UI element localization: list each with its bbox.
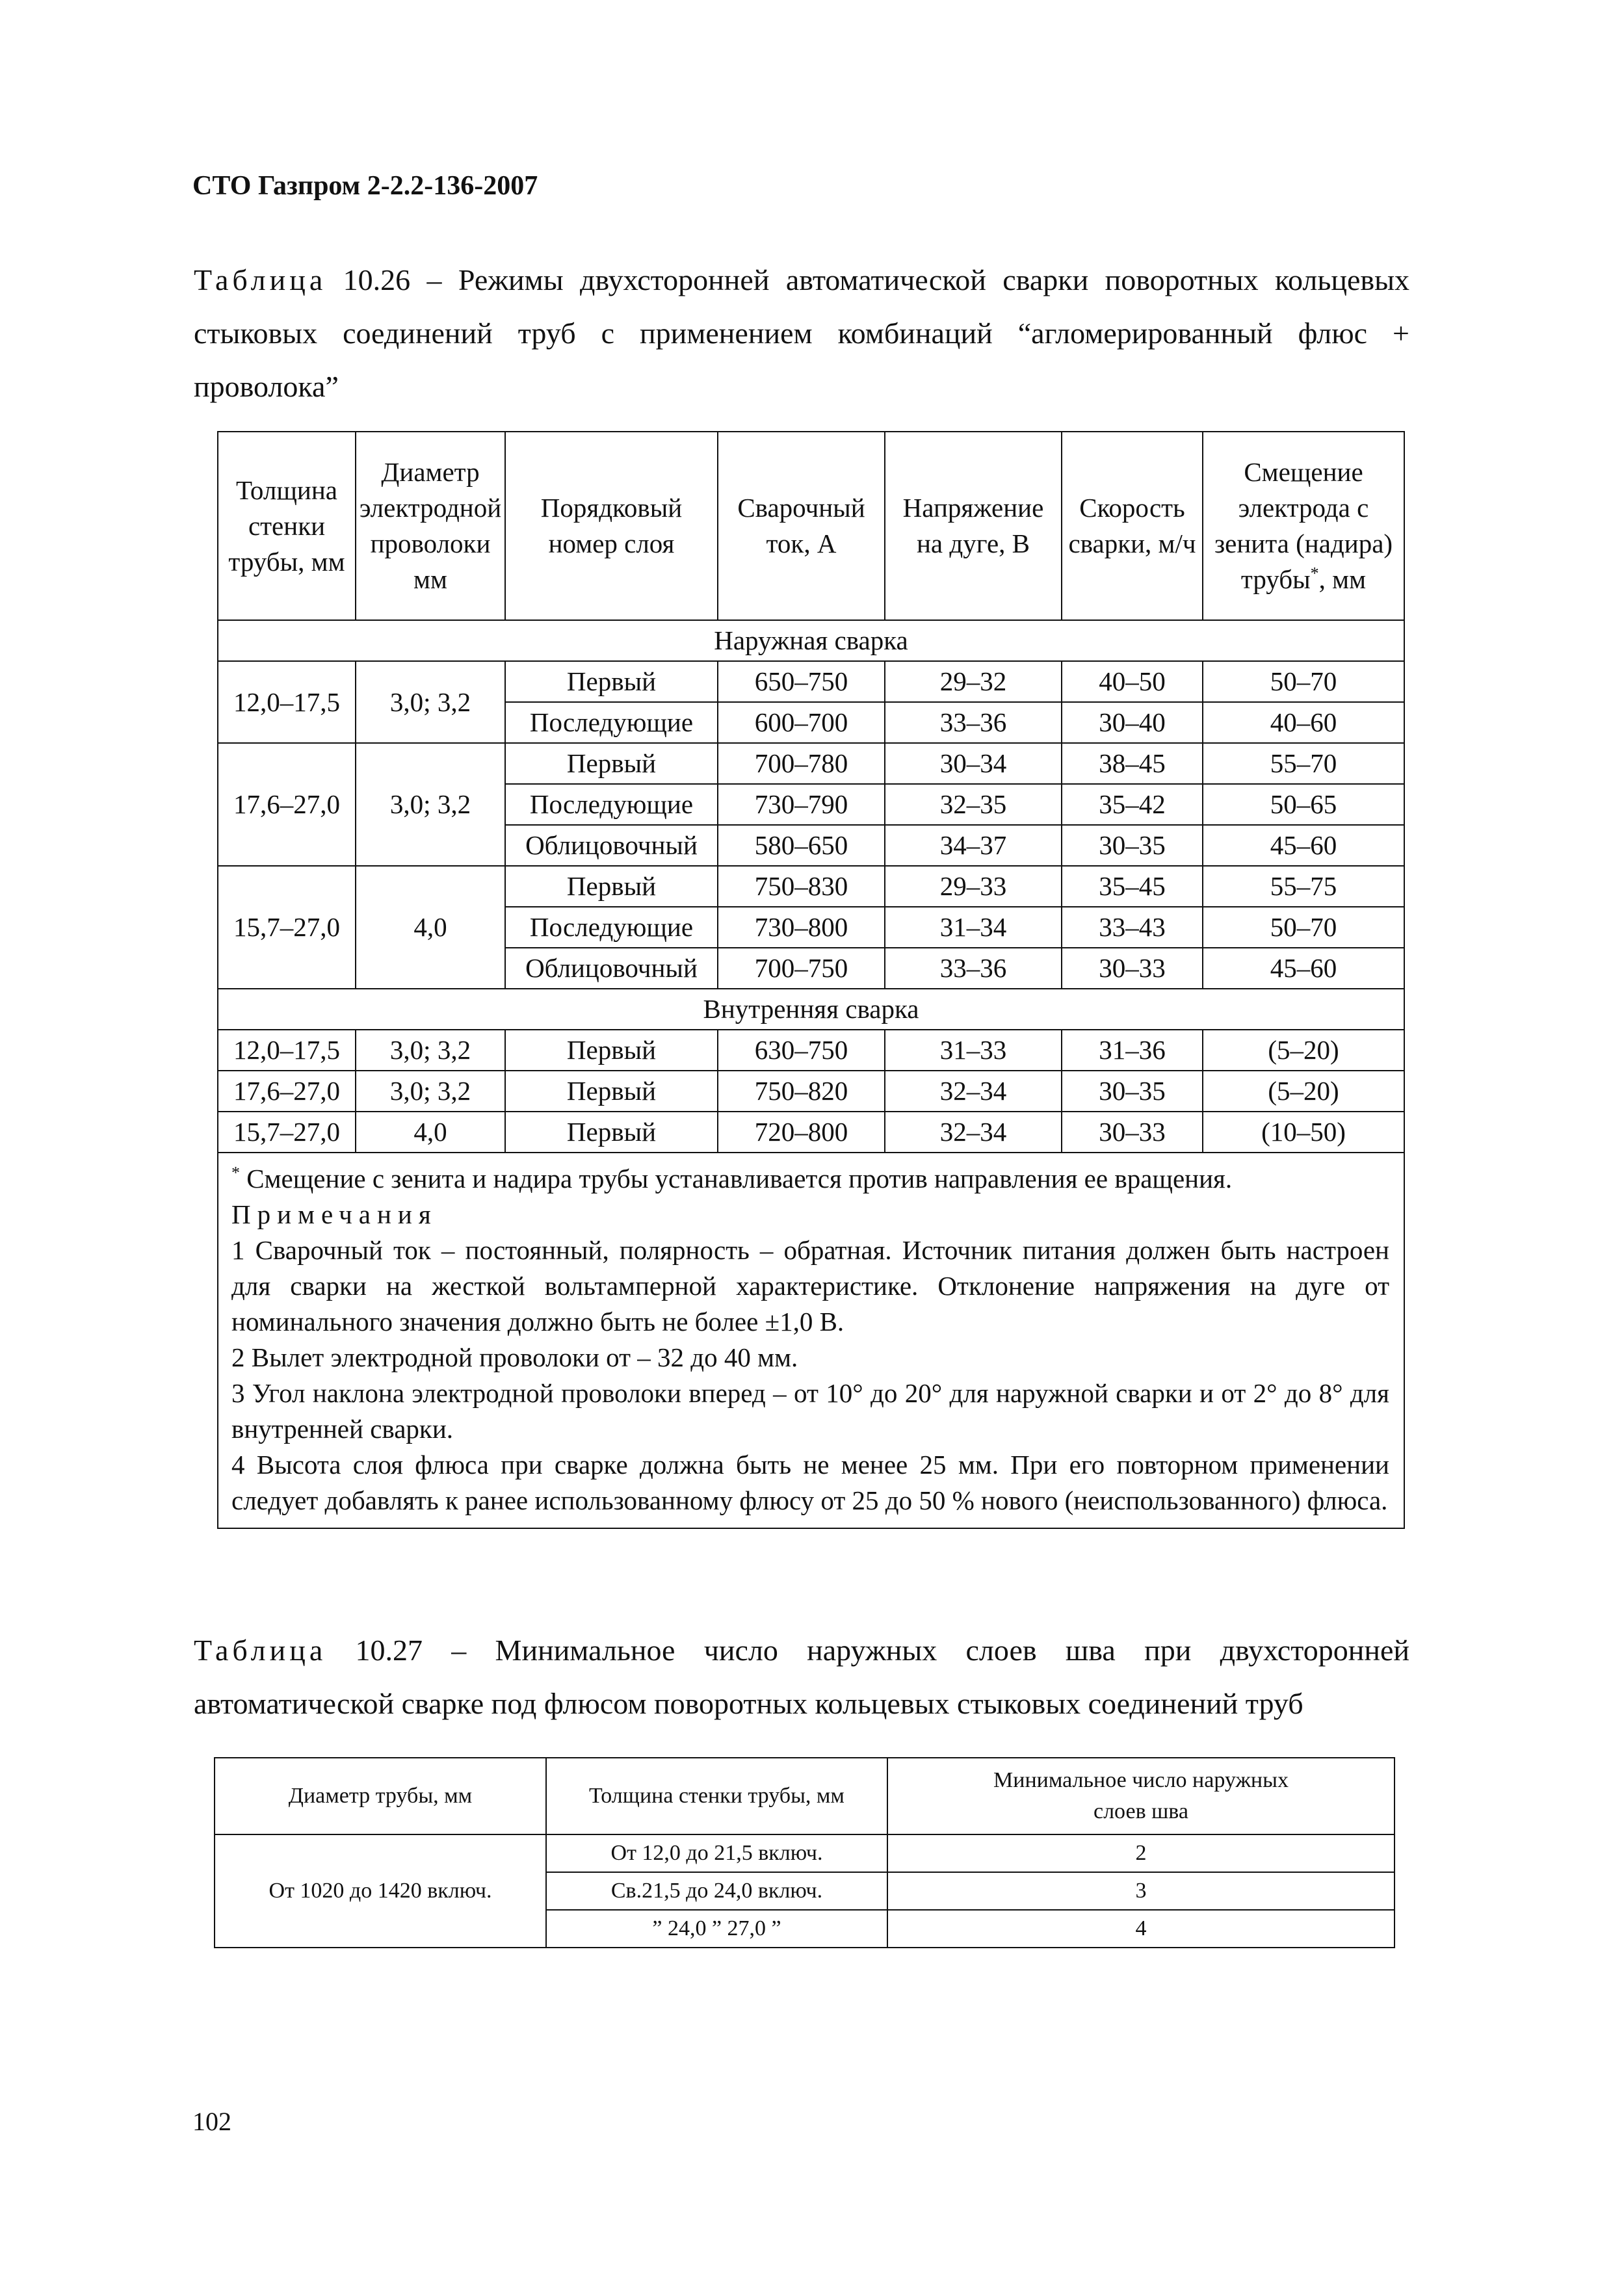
cell-thickness: 15,7–27,0	[218, 1112, 356, 1153]
cell-speed: 40–50	[1062, 661, 1203, 702]
notes-label: Примечания	[231, 1199, 438, 1229]
cell-layer: Облицовочный	[505, 825, 718, 866]
cell-speed: 38–45	[1062, 743, 1203, 784]
cell-diameter: 4,0	[356, 1112, 505, 1153]
cell-offset: (5–20)	[1203, 1030, 1404, 1071]
cell-voltage: 32–35	[885, 784, 1062, 825]
cell-layers: 2	[887, 1834, 1395, 1872]
note-item: 2 Вылет электродной проволоки от – 32 до 40 мм.	[231, 1342, 798, 1372]
cell-current: 750–820	[718, 1071, 885, 1112]
section-title: Внутренняя сварка	[218, 989, 1404, 1030]
header-diameter: Диаметр электродной проволоки мм	[356, 432, 505, 620]
cell-offset: 55–70	[1203, 743, 1404, 784]
min-layers-table	[214, 1757, 1395, 1948]
cell-diameter: 3,0; 3,2	[356, 661, 505, 743]
cell-voltage: 30–34	[885, 743, 1062, 784]
note-item: 3 Угол наклона электродной проволоки вперед – от 10° до 20° для наружной сварки и от 2° до 8° для внутренней сварки.	[231, 1378, 1389, 1444]
cell-speed: 30–35	[1062, 1071, 1203, 1112]
table-row	[218, 1112, 1404, 1153]
cell-layer: Первый	[505, 743, 718, 784]
t2-header-diameter: Диаметр трубы, мм	[215, 1758, 546, 1834]
header-offset-unit: , мм	[1318, 564, 1367, 594]
cell-offset: 50–70	[1203, 907, 1404, 948]
table2-header-row	[215, 1758, 1395, 1834]
section-title: Наружная сварка	[218, 620, 1404, 661]
table-row	[218, 743, 1404, 784]
cell-current: 730–800	[718, 907, 885, 948]
cell-offset: (10–50)	[1203, 1112, 1404, 1153]
cell-voltage: 32–34	[885, 1112, 1062, 1153]
table2-caption-text: 10.27 – Минимальное число наружных слоев шва при двухсторонней автоматической сварке под флюсом поворотных кольцевых стыковых соединений труб	[194, 1634, 1409, 1720]
cell-voltage: 34–37	[885, 825, 1062, 866]
cell-layer: Первый	[505, 866, 718, 907]
cell-diameter: От 1020 до 1420 включ.	[215, 1834, 546, 1948]
header-offset	[1203, 432, 1404, 620]
cell-current: 580–650	[718, 825, 885, 866]
section-row	[218, 620, 1404, 661]
cell-thickness: 12,0–17,5	[218, 1030, 356, 1071]
cell-speed: 33–43	[1062, 907, 1203, 948]
cell-thickness: 17,6–27,0	[218, 1071, 356, 1112]
cell-thickness: 12,0–17,5	[218, 661, 356, 743]
cell-layer: Первый	[505, 661, 718, 702]
table1-caption-text: 10.26 – Режимы двухсторонней автоматической сварки поворотных кольцевых стыковых соединений труб с применением комбинаций “агломерированный флюс + проволока”	[194, 263, 1409, 403]
cell-voltage: 33–36	[885, 948, 1062, 989]
notes-row	[218, 1153, 1404, 1528]
cell-speed: 31–36	[1062, 1030, 1203, 1071]
cell-thickness: 15,7–27,0	[218, 866, 356, 989]
table-row	[215, 1834, 1395, 1872]
cell-offset: 50–70	[1203, 661, 1404, 702]
cell-layer: Первый	[505, 1030, 718, 1071]
cell-speed: 30–33	[1062, 948, 1203, 989]
cell-current: 600–700	[718, 702, 885, 743]
footnote	[231, 1161, 1389, 1197]
cell-voltage: 29–32	[885, 661, 1062, 702]
cell-layers: 4	[887, 1910, 1395, 1948]
cell-voltage: 33–36	[885, 702, 1062, 743]
footnote-mark: *	[231, 1163, 240, 1182]
cell-diameter: 4,0	[356, 866, 505, 989]
cell-speed: 30–33	[1062, 1112, 1203, 1153]
table-row	[218, 866, 1404, 907]
cell-thickness: 17,6–27,0	[218, 743, 356, 866]
cell-layer: Первый	[505, 1112, 718, 1153]
header-speed: Скорость сварки, м/ч	[1062, 432, 1203, 620]
cell-thickness: Св.21,5 до 24,0 включ.	[546, 1872, 887, 1910]
cell-voltage: 31–33	[885, 1030, 1062, 1071]
cell-diameter: 3,0; 3,2	[356, 1071, 505, 1112]
section-row	[218, 989, 1404, 1030]
table-row	[218, 1030, 1404, 1071]
cell-layer: Последующие	[505, 784, 718, 825]
table1-caption-label: Таблица	[194, 263, 327, 296]
table1-caption	[194, 254, 1409, 413]
cell-current: 750–830	[718, 866, 885, 907]
t2-header-layers: Минимальное число наружных слоев шва	[887, 1758, 1395, 1834]
cell-offset: 45–60	[1203, 948, 1404, 989]
cell-layer: Последующие	[505, 702, 718, 743]
cell-offset: 55–75	[1203, 866, 1404, 907]
cell-layer: Первый	[505, 1071, 718, 1112]
cell-offset: 40–60	[1203, 702, 1404, 743]
table2-caption	[194, 1624, 1409, 1730]
header-voltage: Напряжение на дуге, В	[885, 432, 1062, 620]
cell-layer: Облицовочный	[505, 948, 718, 989]
header-thickness: Толщина стенки трубы, мм	[218, 432, 356, 620]
cell-thickness: ” 24,0 ” 27,0 ”	[546, 1910, 887, 1948]
table2-caption-label: Таблица	[194, 1634, 327, 1667]
table-row	[218, 661, 1404, 702]
cell-current: 730–790	[718, 784, 885, 825]
header-current: Сварочный ток, А	[718, 432, 885, 620]
cell-voltage: 31–34	[885, 907, 1062, 948]
cell-current: 650–750	[718, 661, 885, 702]
cell-speed: 35–42	[1062, 784, 1203, 825]
table-row	[218, 1071, 1404, 1112]
note-item: 4 Высота слоя флюса при сварке должна быть не менее 25 мм. При его повторном применении следует добавлять к ранее использованному флюсу от 25 до 50 % нового (неиспользованного) флюса.	[231, 1450, 1389, 1515]
footnote-text: Смещение с зенита и надира трубы устанавливается против направления ее вращения.	[240, 1164, 1233, 1194]
table1-header-row	[218, 432, 1404, 620]
page-number: 102	[192, 2107, 231, 2136]
cell-offset: (5–20)	[1203, 1071, 1404, 1112]
cell-layer: Последующие	[505, 907, 718, 948]
cell-thickness: От 12,0 до 21,5 включ.	[546, 1834, 887, 1872]
cell-speed: 35–45	[1062, 866, 1203, 907]
header-offset-star: *	[1310, 564, 1319, 583]
welding-modes-table	[217, 431, 1405, 1529]
cell-current: 700–750	[718, 948, 885, 989]
cell-speed: 30–40	[1062, 702, 1203, 743]
cell-diameter: 3,0; 3,2	[356, 1030, 505, 1071]
cell-speed: 30–35	[1062, 825, 1203, 866]
cell-offset: 50–65	[1203, 784, 1404, 825]
cell-voltage: 29–33	[885, 866, 1062, 907]
cell-voltage: 32–34	[885, 1071, 1062, 1112]
notes-cell	[218, 1153, 1404, 1528]
cell-offset: 45–60	[1203, 825, 1404, 866]
note-item: 1 Сварочный ток – постоянный, полярность – обратная. Источник питания должен быть настроен для сварки на жесткой вольтамперной характеристике. Отклонение напряжения на дуге от номинального значения должно быть не более ±1,0 В.	[231, 1235, 1389, 1337]
cell-current: 630–750	[718, 1030, 885, 1071]
header-offset-text: Смещение электрода с зенита (надира) трубы	[1214, 457, 1393, 594]
cell-current: 720–800	[718, 1112, 885, 1153]
page-header: СТО Газпром 2-2.2-136-2007	[192, 171, 538, 201]
header-layer: Порядковый номер слоя	[505, 432, 718, 620]
cell-layers: 3	[887, 1872, 1395, 1910]
t2-header-thickness: Толщина стенки трубы, мм	[546, 1758, 887, 1834]
cell-diameter: 3,0; 3,2	[356, 743, 505, 866]
cell-current: 700–780	[718, 743, 885, 784]
